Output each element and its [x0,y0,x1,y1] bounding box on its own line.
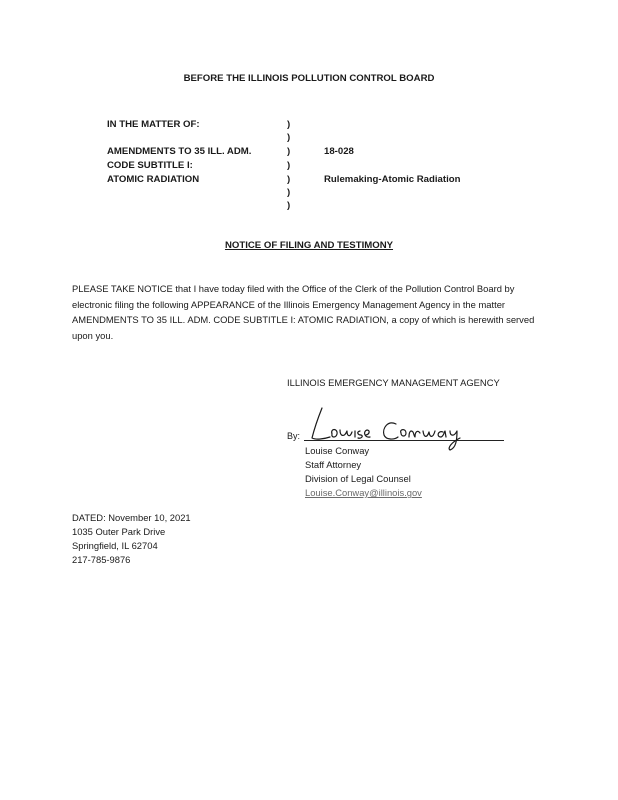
signer-name: Louise Conway [305,445,370,456]
document-heading: BEFORE THE ILLINOIS POLLUTION CONTROL BOARD [183,73,435,84]
address-line: Springfield, IL 62704 [72,540,158,551]
address-line: 1035 Outer Park Drive [72,526,166,537]
matter-label: IN THE MATTER OF: [107,119,200,130]
notice-title: NOTICE OF FILING AND TESTIMONY [224,240,394,251]
signer-title: Staff Attorney [305,459,362,470]
dated-line: DATED: November 10, 2021 [72,512,191,523]
notice-body: PLEASE TAKE NOTICE that I have today filed with the Office of the Clerk of the Pollution Control Board by electronic filing the following APPEARANCE of the Illinois Emergency Management Agency in the matter AMENDMENTS TO 35 ILL. ADM. CODE SUBTITLE I: ATOMIC RADIATION, a copy of which is herewith served upon you. [72,283,535,341]
matter-line: ATOMIC RADIATION [107,174,200,185]
signer-email-link[interactable]: Louise.Conway@illinois.gov [305,487,422,498]
docket-number: 18-028 [324,146,354,157]
caption-paren: ) [287,174,291,185]
agency-name: ILLINOIS EMERGENCY MANAGEMENT AGENCY [287,377,500,388]
docket-title: Rulemaking-Atomic Radiation [324,174,461,185]
by-label: By: [287,431,301,441]
caption-paren: ) [287,119,291,130]
signer-division: Division of Legal Counsel [305,473,411,484]
phone-number: 217-785-9876 [72,554,131,565]
caption-paren: ) [287,132,291,143]
matter-line: AMENDMENTS TO 35 ILL. ADM. [107,146,252,157]
caption-paren: ) [287,160,291,171]
matter-line: CODE SUBTITLE I: [107,160,193,171]
caption-paren: ) [287,146,291,157]
caption-paren: ) [287,187,291,198]
caption-paren: ) [287,200,291,211]
